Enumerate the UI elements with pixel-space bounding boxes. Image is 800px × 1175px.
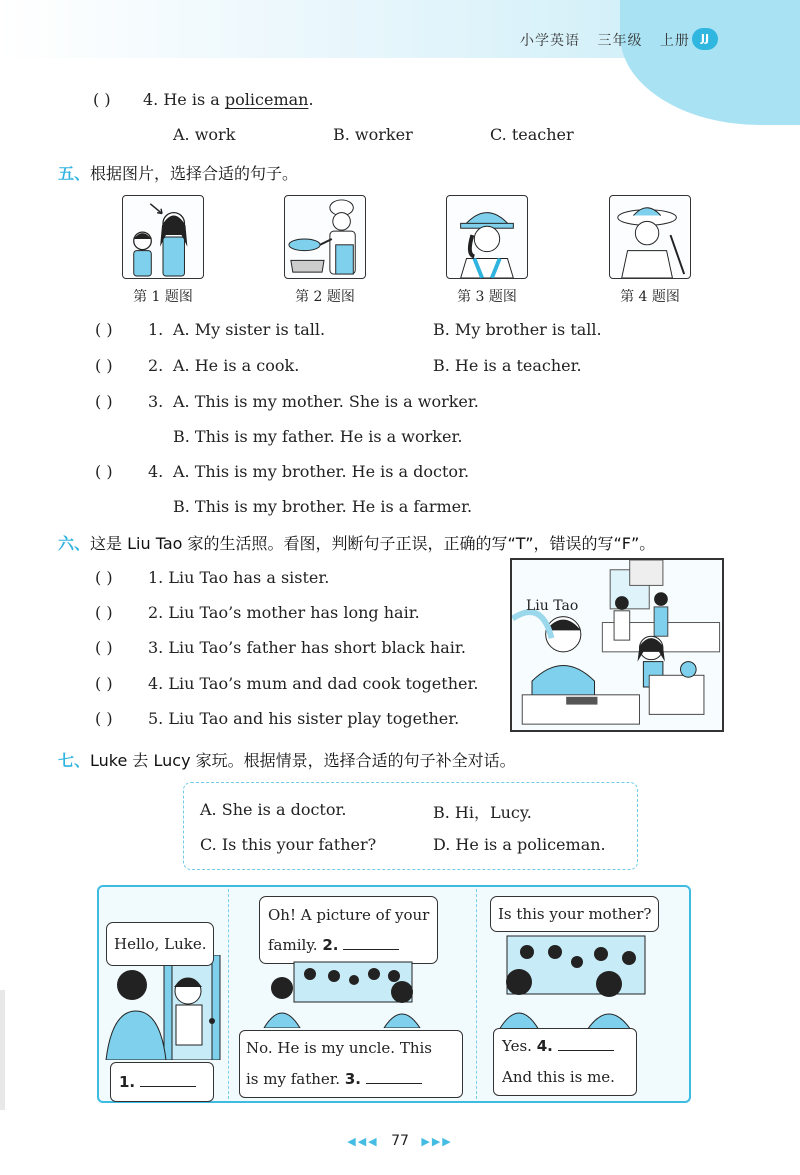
blank-line[interactable] bbox=[366, 1070, 422, 1084]
item-number: 1. bbox=[148, 320, 164, 339]
choice-b: B. My brother is tall. bbox=[433, 320, 602, 339]
choice-a: A. My sister is tall. bbox=[173, 320, 326, 339]
answer-line-2 bbox=[246, 1064, 456, 1095]
blank-number: 2. bbox=[322, 936, 339, 954]
section-number: 六、 bbox=[58, 534, 91, 553]
answer-paren[interactable]: ( ) bbox=[95, 568, 113, 587]
option-c: C. Is this your father? bbox=[200, 835, 377, 854]
speech-bubble bbox=[259, 896, 438, 964]
panel-2-scene bbox=[262, 960, 422, 1028]
item-number: 4. bbox=[148, 462, 164, 481]
left-arrows-icon: ◀◀◀ bbox=[347, 1135, 379, 1148]
option-b: B. worker bbox=[333, 125, 413, 144]
statement-5: 5. Liu Tao and his sister play together. bbox=[148, 709, 460, 728]
page-footer bbox=[0, 1133, 800, 1149]
choice-b: B. He is a teacher. bbox=[433, 356, 582, 375]
option-d: D. He is a policeman. bbox=[433, 835, 606, 854]
header-volume: 上册 bbox=[659, 33, 690, 49]
family-picture-illustration bbox=[497, 934, 649, 1030]
speech-bubble: Is this your mother? bbox=[490, 896, 659, 932]
bubble-line-1: Oh! A picture of your bbox=[268, 906, 430, 924]
picture-3 bbox=[446, 195, 528, 279]
family-kitchen-illustration bbox=[512, 560, 722, 730]
choice-b: B. This is my brother. He is a farmer. bbox=[173, 497, 473, 516]
bubble-line-2 bbox=[268, 930, 429, 960]
blank-number: 3. bbox=[344, 1070, 362, 1088]
answer-paren[interactable]: ( ) bbox=[95, 356, 113, 375]
picture-2 bbox=[284, 195, 366, 279]
panel-divider bbox=[228, 889, 229, 1099]
page-number: 77 bbox=[391, 1133, 409, 1149]
blank-line[interactable] bbox=[558, 1037, 614, 1051]
answer-paren[interactable]: ( ) bbox=[95, 709, 113, 728]
farmer-illustration bbox=[610, 196, 690, 278]
question-stem bbox=[143, 90, 314, 109]
answer-paren[interactable]: ( ) bbox=[95, 320, 113, 339]
answer-paren[interactable]: ( ) bbox=[95, 638, 113, 657]
choice-b: B. This is my father. He is a worker. bbox=[173, 427, 463, 446]
family-photo-viewing-illustration bbox=[262, 960, 422, 1028]
panel-1-scene bbox=[102, 955, 224, 1060]
family-photo bbox=[510, 558, 724, 732]
blank-number: 4. bbox=[536, 1037, 553, 1055]
stem-suffix: . bbox=[308, 90, 314, 109]
speech-bubble: Hello, Luke. bbox=[106, 922, 214, 966]
answer-paren[interactable]: ( ) bbox=[95, 392, 113, 411]
header-wave-decoration bbox=[620, 0, 800, 125]
sister-brother-illustration bbox=[123, 196, 203, 278]
section-7-heading bbox=[58, 748, 516, 771]
options-box bbox=[183, 782, 638, 870]
blank-line[interactable] bbox=[140, 1073, 196, 1087]
choice-a: A. He is a cook. bbox=[173, 356, 300, 375]
door-greeting-illustration bbox=[102, 955, 224, 1060]
picture-1 bbox=[122, 195, 204, 279]
caption-3: 第 3 题图 bbox=[457, 289, 517, 305]
answer-paren[interactable]: ( ) bbox=[93, 90, 111, 109]
answer-paren[interactable]: ( ) bbox=[95, 674, 113, 693]
panel-3-scene bbox=[497, 934, 649, 1030]
section-6-heading bbox=[58, 531, 655, 554]
answer-box-1 bbox=[110, 1062, 214, 1102]
section-number: 七、 bbox=[58, 751, 91, 770]
answer-paren[interactable]: ( ) bbox=[95, 603, 113, 622]
panel-divider bbox=[476, 889, 477, 1099]
section-title: 这是 Liu Tao 家的生活照。看图，判断句子正误，正确的写“T”，错误的写“F”。 bbox=[90, 534, 656, 553]
stem-prefix: 4. He is a bbox=[143, 90, 225, 109]
photo-label: Liu Tao bbox=[526, 598, 579, 614]
caption-2: 第 2 题图 bbox=[295, 289, 355, 305]
header-subject: 小学英语 bbox=[520, 33, 580, 49]
caption-1: 第 1 题图 bbox=[133, 289, 193, 305]
option-c: C. teacher bbox=[490, 125, 574, 144]
statement-2: 2. Liu Tao’s mother has long hair. bbox=[148, 603, 420, 622]
stem-underlined-word: policeman bbox=[224, 90, 309, 109]
right-arrows-icon: ▶▶▶ bbox=[421, 1135, 453, 1148]
section-title: 根据图片，选择合适的句子。 bbox=[90, 164, 299, 183]
section-5-heading bbox=[58, 161, 298, 184]
answer-paren[interactable]: ( ) bbox=[95, 462, 113, 481]
header-grade: 三年级 bbox=[597, 33, 643, 49]
item-number: 3. bbox=[148, 392, 164, 411]
option-a: A. She is a doctor. bbox=[200, 800, 347, 819]
picture-4 bbox=[609, 195, 691, 279]
choice-a: A. This is my brother. He is a doctor. bbox=[173, 462, 470, 481]
section-number: 五、 bbox=[58, 164, 91, 183]
cook-illustration bbox=[285, 196, 365, 278]
item-number: 2. bbox=[148, 356, 164, 375]
answer-box-4 bbox=[493, 1028, 637, 1096]
statement-1: 1. Liu Tao has a sister. bbox=[148, 568, 330, 587]
option-a: A. work bbox=[173, 125, 236, 144]
answer-line-1 bbox=[502, 1031, 628, 1062]
bubble-text: family. bbox=[268, 936, 318, 954]
option-b: B. Hi，Lucy. bbox=[433, 803, 532, 822]
section-title: Luke 去 Lucy 家玩。根据情景，选择合适的句子补全对话。 bbox=[90, 751, 516, 770]
answer-text: is my father. bbox=[246, 1070, 341, 1088]
answer-line-2: And this is me. bbox=[502, 1068, 615, 1086]
answer-box-3 bbox=[239, 1030, 463, 1098]
blank-line[interactable] bbox=[343, 936, 399, 950]
statement-4: 4. Liu Tao’s mum and dad cook together. bbox=[148, 674, 479, 693]
blank-number: 1. bbox=[119, 1073, 136, 1091]
statement-3: 3. Liu Tao’s father has short black hair. bbox=[148, 638, 466, 657]
answer-text: Yes. bbox=[502, 1037, 532, 1055]
page-edge bbox=[0, 990, 5, 1110]
choice-a: A. This is my mother. She is a worker. bbox=[173, 392, 479, 411]
page-header bbox=[520, 30, 702, 50]
caption-4: 第 4 题图 bbox=[620, 289, 680, 305]
jj-badge: JJ bbox=[692, 28, 718, 50]
answer-line-1: No. He is my uncle. This bbox=[246, 1039, 432, 1057]
worker-woman-illustration bbox=[447, 196, 527, 278]
